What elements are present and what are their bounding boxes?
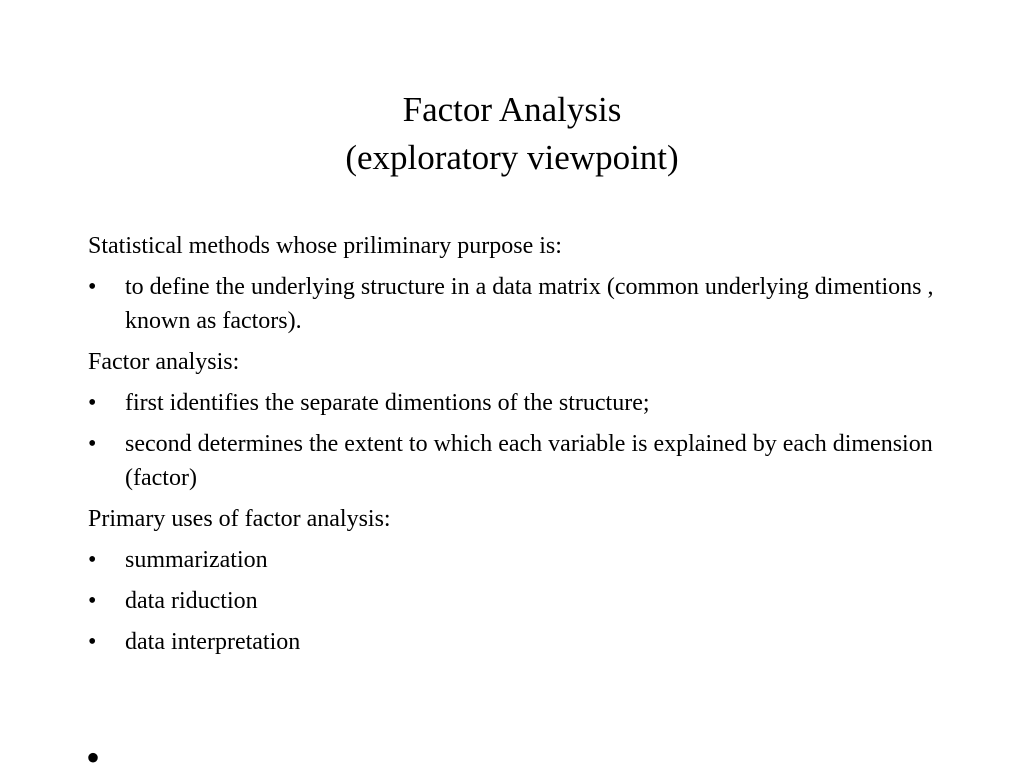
slide-title-line-2: (exploratory viewpoint) (345, 138, 679, 177)
slide-title-line-1: Factor Analysis (402, 90, 622, 129)
bullet-icon: • (88, 390, 97, 416)
bullet-icon: • (88, 547, 97, 573)
bullet-icon: • (88, 629, 97, 655)
bullet-item (88, 427, 968, 495)
bullet-icon: • (88, 274, 97, 300)
intro-paragraph: Statistical methods whose priliminary purpose is: (88, 233, 562, 259)
slide-title (0, 86, 1024, 182)
bullet-item (88, 386, 968, 420)
bullet-text: first identifies the separate dimentions of the structure; (125, 390, 650, 416)
bullet-text: second determines the extent to which each variable is explained by each dimension (factor) (125, 431, 933, 491)
section-heading: Primary uses of factor analysis: (88, 506, 391, 532)
bullet-text: to define the underlying structure in a data matrix (common underlying dimentions , known as factors). (125, 274, 934, 334)
trailing-bullet-icon: • (86, 735, 101, 768)
bullet-item (88, 270, 968, 338)
bullet-text: data riduction (125, 588, 258, 614)
slide-body (88, 229, 968, 666)
bullet-icon: • (88, 431, 97, 457)
bullet-item (88, 584, 968, 618)
section-heading: Factor analysis: (88, 349, 240, 375)
bullet-item (88, 543, 968, 577)
bullet-text: data interpretation (125, 629, 301, 655)
bullet-icon: • (88, 588, 97, 614)
bullet-text: summarization (125, 547, 268, 573)
bullet-item (88, 625, 968, 659)
